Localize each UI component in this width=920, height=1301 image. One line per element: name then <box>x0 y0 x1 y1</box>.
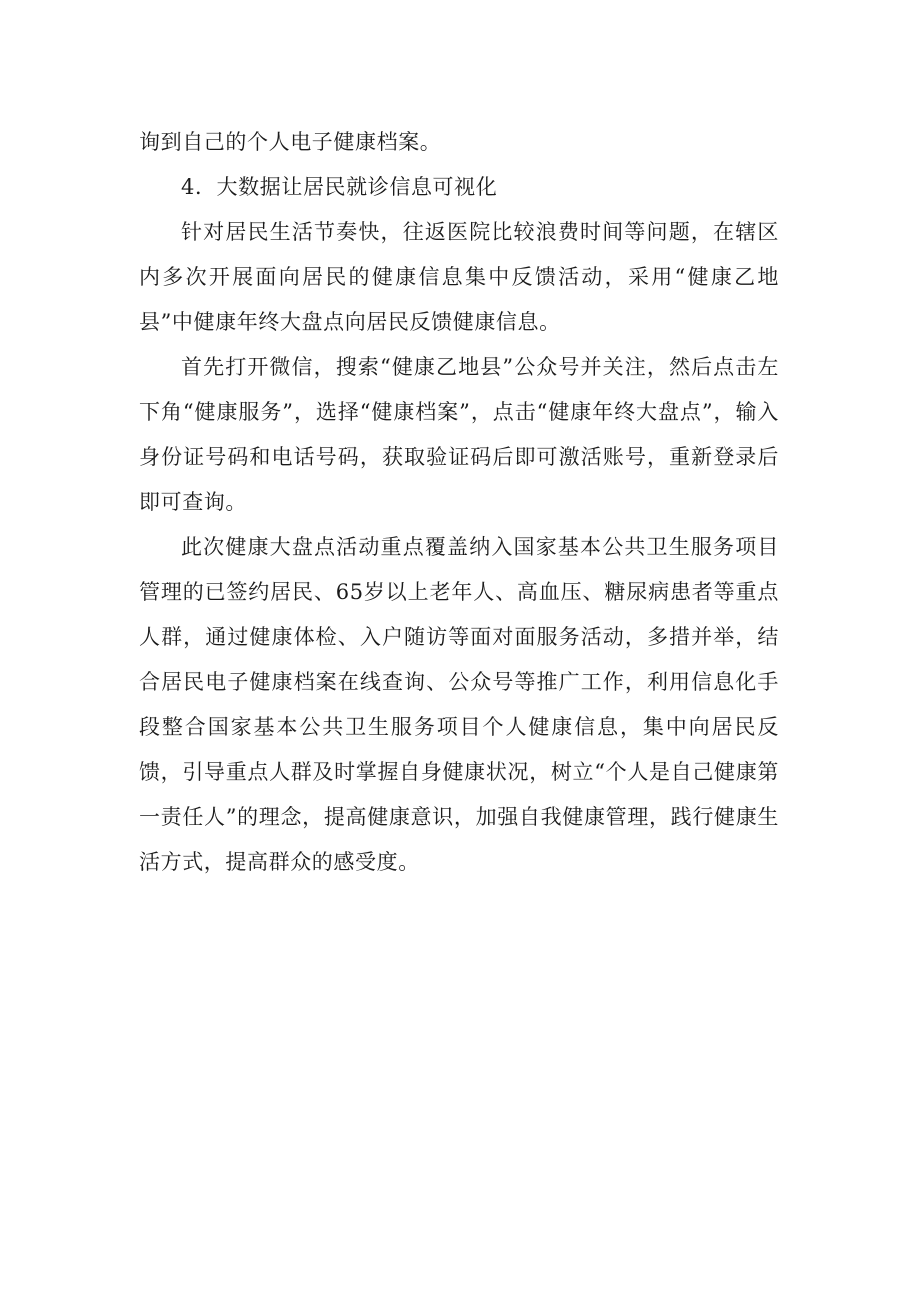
paragraph-intro: 针对居民生活节奏快，往返医院比较浪费时间等问题，在辖区内多次开展面向居民的健康信息集中反馈活动，采用“健康乙地县”中健康年终大盘点向居民反馈健康信息。 <box>139 220 779 334</box>
paragraph-continuation: 询到自己的个人电子健康档案。 <box>139 130 442 154</box>
paragraph-instructions: 首先打开微信，搜索“健康乙地县”公众号并关注，然后点击左下角“健康服务”，选择“健康档案”，点击“健康年终大盘点”，输入身份证号码和电话号码，获取验证码后即可激活账号，重新登录后即可查询。 <box>139 355 779 514</box>
section-heading: 4．大数据让居民就诊信息可视化 <box>181 175 498 199</box>
document-body <box>139 120 779 885</box>
paragraph-coverage: 此次健康大盘点活动重点覆盖纳入国家基本公共卫生服务项目管理的已签约居民、65岁以上老年人、高血压、糖尿病患者等重点人群，通过健康体检、入户随访等面对面服务活动，多措并举，结合居民电子健康档案在线查询、公众号等推广工作，利用信息化手段整合国家基本公共卫生服务项目个人健康信息，集中向居民反馈，引导重点人群及时掌握自身健康状况，树立“个人是自己健康第一责任人”的理念，提高健康意识，加强自我健康管理，践行健康生活方式，提高群众的感受度。 <box>139 535 779 874</box>
